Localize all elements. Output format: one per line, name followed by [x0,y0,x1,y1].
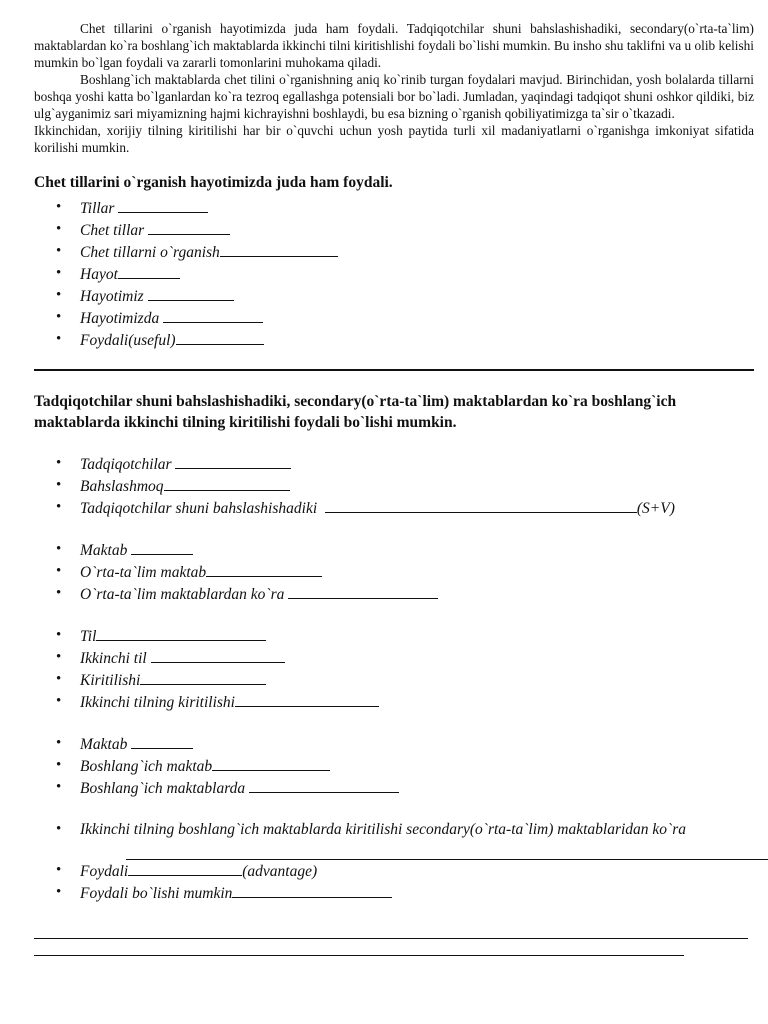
list-item: • Maktab [34,539,754,561]
answer-blank[interactable] [163,307,263,323]
answer-blank[interactable] [148,285,234,301]
section2-heading: Tadqiqotchilar shuni bahslashishadiki, secondary(o`rta-ta`lim) maktablardan ko`ra boshlang`ich maktablarda ikkinchi tilning kiritilishi foydali bo`lishi mumkin. [34,393,677,431]
list-item: • Maktab [34,733,754,755]
list-item: • Bahslashmoq [34,475,754,497]
intro-paragraph-3: Ikkinchidan, xorijiy tilning kiritilishi har bir o`quvchi uchun yosh paytida turli xil madaniyatlarni o`rganishga imkoniyat sifatida korilishi mumkin. [34,123,754,155]
answer-blank[interactable] [126,840,768,860]
section2-group2 [34,539,754,605]
answer-blank[interactable] [131,733,193,749]
answer-blank[interactable] [151,647,285,663]
list-item: • O`rta-ta`lim maktab [34,561,754,583]
sv-label: (S+V) [636,500,675,517]
list-item: • Kiritilishi [34,669,754,691]
answer-blank[interactable] [140,669,266,685]
answer-blank[interactable] [288,583,438,599]
answer-blank[interactable] [118,197,208,213]
answer-blank[interactable] [131,539,193,555]
answer-blank[interactable] [176,329,264,345]
list-item: • Foydali bo`lishi mumkin [34,882,754,904]
answer-blank[interactable] [148,219,230,235]
list-item: • Til [34,625,754,647]
answer-blank[interactable] [325,497,637,513]
answer-blank[interactable] [96,625,266,641]
section1-heading: Chet tillarini o`rganish hayotimizda juda ham foydali. [34,174,393,191]
worksheet-page [34,20,754,956]
list-item: • Boshlang`ich maktab [34,755,754,777]
list-item: • Chet tillar [34,219,754,241]
section2-group5 [34,819,754,904]
list-item: • Tadqiqotchilar [34,453,754,475]
list-item: • Hayot [34,263,754,285]
answer-blank[interactable] [235,691,379,707]
list-item: • Tillar [34,197,754,219]
list-item: • Foydali (advantage) [34,860,754,882]
list-item: • Ikkinchi tilning boshlang`ich maktablarda kiritilishi secondary(o`rta-ta`lim) maktablaridan ko`ra [34,819,754,860]
section2-group1 [34,453,754,519]
writing-line-2[interactable] [34,939,684,956]
list-item: • Ikkinchi tilning kiritilishi [34,691,754,713]
answer-blank[interactable] [249,777,399,793]
list-item: • Boshlang`ich maktablarda [34,777,754,799]
writing-line-1[interactable] [34,922,748,939]
answer-blank[interactable] [175,453,291,469]
list-item: • Foydali(useful) [34,329,754,351]
list-item: • Chet tillarni o`rganish [34,241,754,263]
answer-blank[interactable] [164,475,290,491]
intro-paragraph-1: Chet tillarini o`rganish hayotimizda juda ham foydali. Tadqiqotchilar shuni bahslashishadiki, secondary(o`rta-ta`lim) maktablardan ko`ra boshlang`ich maktablarda ikkinchi tilni kiritishlishi foydali bo`lishi mumkin. Bu insho shu taklifni va u olib kelishi mumkin bo`lgan foydali va zararli tomonlarini muhokama qiladi. [34,21,754,70]
list-item: • O`rta-ta`lim maktablardan ko`ra [34,583,754,605]
answer-blank[interactable] [220,241,338,257]
list-item: • Hayotimiz [34,285,754,307]
section-divider [34,369,754,371]
section2-group3 [34,625,754,713]
list-item: • Hayotimizda [34,307,754,329]
section2-group4 [34,733,754,799]
answer-blank[interactable] [206,561,322,577]
answer-blank[interactable] [212,755,330,771]
answer-blank[interactable] [232,882,392,898]
list-item: • Ikkinchi til [34,647,754,669]
list-item: • Tadqiqotchilar shuni bahslashishadiki (S+V) [34,497,754,519]
answer-blank[interactable] [128,860,242,876]
answer-blank[interactable] [118,263,180,279]
intro-paragraph-2: Boshlang`ich maktablarda chet tilini o`rganishning aniq ko`rinib turgan foydalari mavjud. Birinchidan, yosh bolalarda tillarni boshqa yoshi katta bo`lganlardan ko`ra tezroq egallashga potensiali bor bo`ladi. Jumladan, yaqindagi tadqiqot shuni oshkor qildiki, biz ulg`ayganimiz sari miyamizning hajmi kichrayishni boshlaydi, bu esa bizning o`rganish qobiliyatimizga ta`sir o`tkazadi. [34,72,754,121]
section1-list [34,197,754,351]
advantage-label: (advantage) [242,863,318,880]
